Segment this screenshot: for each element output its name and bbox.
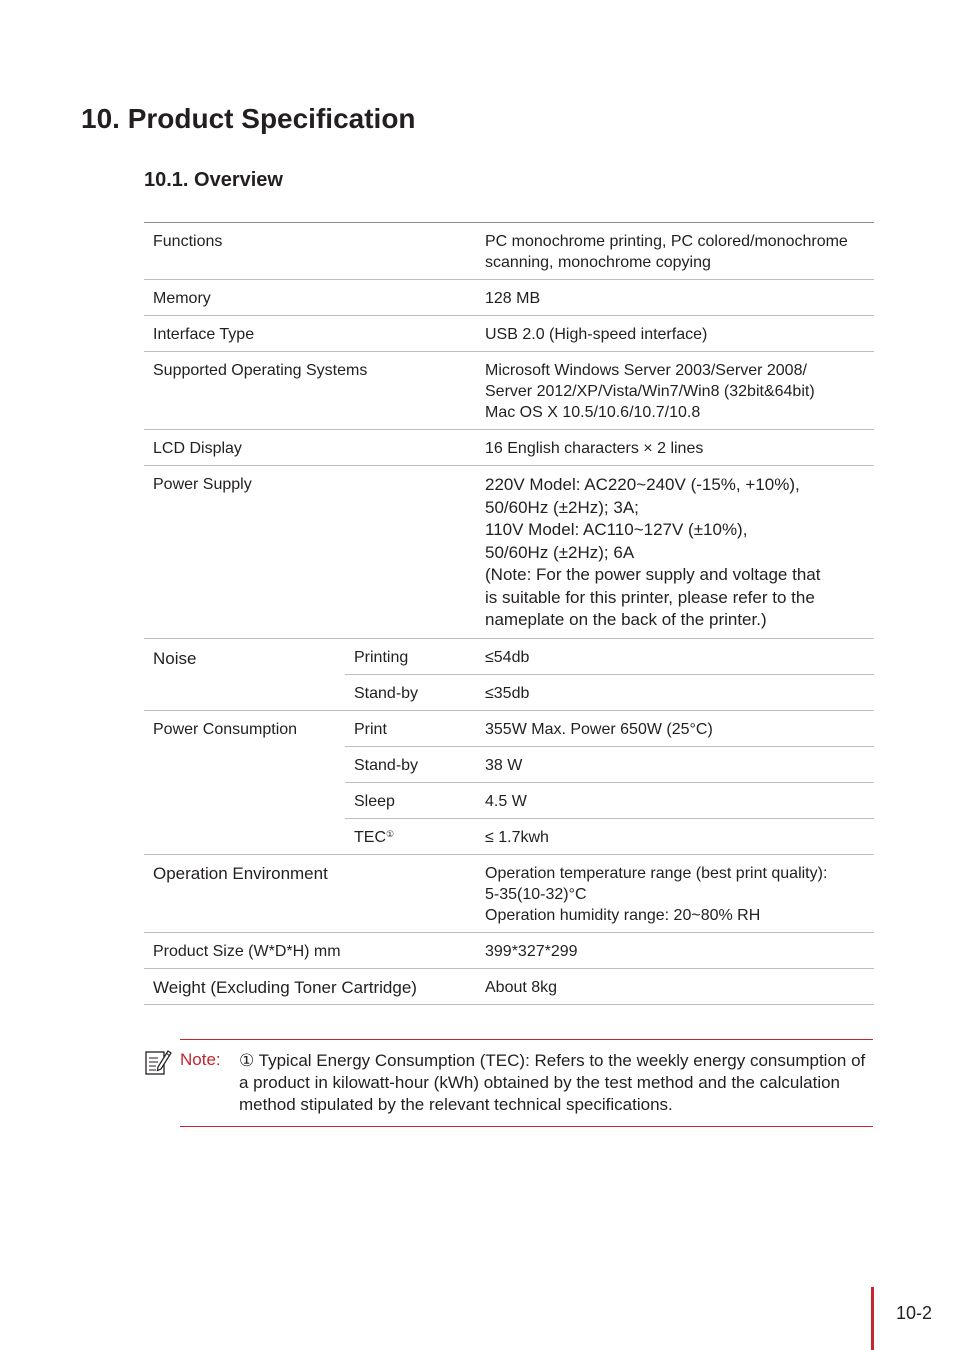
spec-value: Microsoft Windows Server 2003/Server 2008/ Server 2012/XP/Vista/Win7/Win8 (32bit&64bit) Mac OS X 10.5/10.6/10.7/10.8: [476, 352, 874, 430]
footnote-mark: ①: [386, 828, 395, 839]
spec-sublabel: Stand-by: [345, 746, 476, 782]
table-row: [144, 854, 874, 932]
note-label: Note:: [180, 1050, 221, 1069]
table-row: [144, 430, 874, 466]
spec-sublabel: Print: [345, 710, 476, 746]
spec-sublabel: Sleep: [345, 782, 476, 818]
spec-sublabel: Stand-by: [345, 674, 476, 710]
spec-label: Supported Operating Systems: [144, 352, 476, 430]
section-title: 10.1. Overview: [144, 169, 283, 191]
spec-label: Product Size (W*D*H) mm: [144, 932, 476, 968]
table-row: [144, 968, 874, 1004]
table-row: [144, 466, 874, 639]
spec-sublabel-tec: [345, 818, 476, 854]
spec-value: ≤35db: [476, 674, 874, 710]
note-text: ① Typical Energy Consumption (TEC): Refers to the weekly energy consumption of a product in kilowatt-hour (kWh) obtained by the test method and the calculation method stipulated by the relevant technical specifications.: [239, 1051, 866, 1114]
spec-label: LCD Display: [144, 430, 476, 466]
table-row: [144, 638, 874, 674]
spec-value: 4.5 W: [476, 782, 874, 818]
spec-value: About 8kg: [476, 968, 874, 1004]
spec-value: USB 2.0 (High-speed interface): [476, 316, 874, 352]
spec-value: 128 MB: [476, 280, 874, 316]
note-pencil-icon: [144, 1048, 172, 1076]
table-row: [144, 352, 874, 430]
table-row: [144, 280, 874, 316]
spec-label: Memory: [144, 280, 476, 316]
spec-table: [144, 222, 874, 1005]
table-row: [144, 710, 874, 746]
spec-sublabel: Printing: [345, 638, 476, 674]
spec-value: 220V Model: AC220~240V (-15%, +10%), 50/60Hz (±2Hz); 3A; 110V Model: AC110~127V (±10%), 50/60Hz (±2Hz); 6A (Note: For the power supply and voltage that is suitable for this printer, please refer to the nameplate on the back of the printer.): [476, 466, 874, 639]
spec-label: Noise: [144, 638, 345, 710]
table-row: [144, 223, 874, 280]
table-row: [144, 932, 874, 968]
page-marker-bar: [871, 1287, 874, 1350]
spec-label: Operation Environment: [144, 854, 476, 932]
tec-label: TEC: [354, 828, 386, 846]
table-row: [144, 316, 874, 352]
spec-label: Power Supply: [144, 466, 476, 639]
spec-label: Power Consumption: [144, 710, 345, 854]
spec-label: Interface Type: [144, 316, 476, 352]
spec-value: 399*327*299: [476, 932, 874, 968]
spec-label: Weight (Excluding Toner Cartridge): [144, 968, 476, 1004]
spec-value: ≤54db: [476, 638, 874, 674]
spec-value: ≤ 1.7kwh: [476, 818, 874, 854]
note-box: [180, 1039, 873, 1127]
spec-value: 16 English characters × 2 lines: [476, 430, 874, 466]
spec-value: 355W Max. Power 650W (25°C): [476, 710, 874, 746]
spec-value: Operation temperature range (best print quality): 5-35(10-32)°C Operation humidity range: 20~80% RH: [476, 854, 874, 932]
spec-label: Functions: [144, 223, 476, 280]
page-title: 10. Product Specification: [81, 103, 416, 134]
spec-value: PC monochrome printing, PC colored/monochrome scanning, monochrome copying: [476, 223, 874, 280]
spec-value: 38 W: [476, 746, 874, 782]
page-number: 10-2: [896, 1303, 933, 1323]
